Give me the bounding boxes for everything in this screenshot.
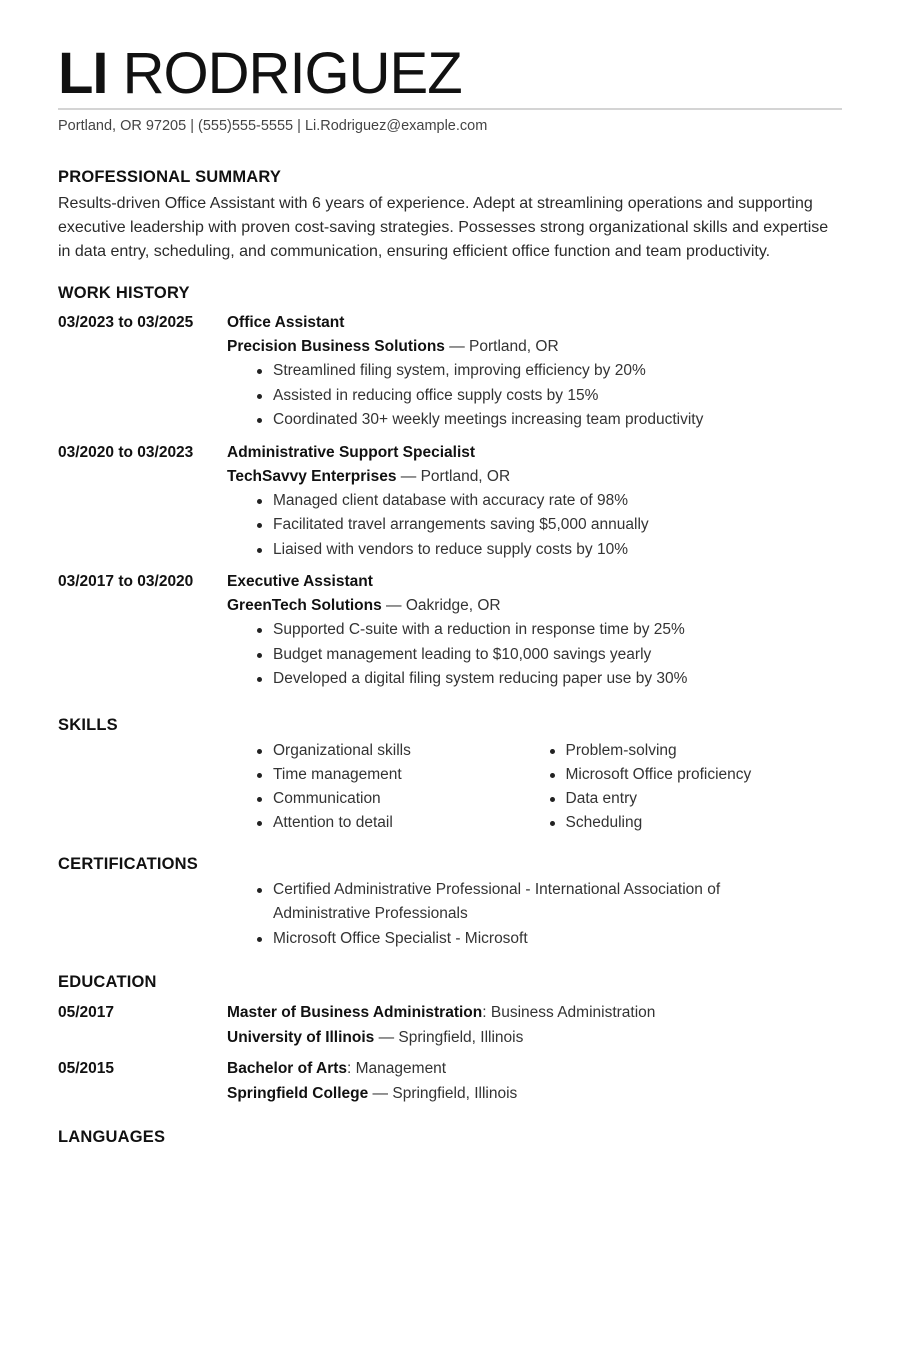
education-entry — [58, 1056, 842, 1106]
company-name: TechSavvy Enterprises — [227, 467, 397, 485]
school-location: Springfield, Illinois — [398, 1029, 524, 1046]
list-item: Budget management leading to $10,000 savings yearly — [257, 643, 842, 668]
school-line — [227, 1025, 655, 1050]
job-details — [227, 311, 842, 433]
candidate-name — [58, 42, 842, 106]
job-entry — [58, 311, 842, 433]
separator: — — [381, 597, 406, 614]
company-location: Oakridge, OR — [405, 597, 501, 614]
list-item: Time management — [257, 763, 550, 787]
job-title: Executive Assistant — [227, 573, 373, 590]
section-title: WORK HISTORY — [58, 284, 190, 302]
education-section — [58, 973, 842, 1106]
education-entry — [58, 1000, 842, 1050]
list-item: Microsoft Office proficiency — [550, 763, 843, 787]
company-line — [227, 594, 842, 618]
list-item: Problem-solving — [550, 739, 843, 763]
skills-grid — [257, 739, 842, 835]
list-item: Supported C-suite with a reduction in response time by 25% — [257, 618, 842, 643]
list-item: Assisted in reducing office supply costs by 15% — [257, 384, 842, 409]
list-item: Certified Administrative Professional - International Association of Administrative Professionals — [257, 878, 797, 927]
job-title: Administrative Support Specialist — [227, 443, 476, 461]
skills-column-left — [257, 739, 550, 835]
separator: — — [374, 1029, 399, 1046]
certifications-section — [58, 855, 842, 952]
list-item: Streamlined filing system, improving efficiency by 20% — [257, 359, 842, 384]
separator: — — [444, 338, 470, 355]
certifications-list — [257, 878, 797, 952]
list-item: Managed client database with accuracy rate of 98% — [257, 489, 842, 514]
job-entry — [58, 570, 842, 692]
school-location: Springfield, Illinois — [392, 1085, 518, 1102]
school-name: Springfield College — [227, 1085, 369, 1102]
job-details — [227, 441, 842, 563]
school-name: University of Illinois — [227, 1029, 375, 1046]
section-title: CERTIFICATIONS — [58, 854, 198, 873]
degree-field: Business Administration — [490, 1004, 656, 1021]
section-title: SKILLS — [58, 715, 118, 734]
work-history-section — [58, 284, 842, 692]
list-item: Developed a digital filing system reducing paper use by 30% — [257, 667, 842, 692]
degree-line: Bachelor of Arts: Management — [227, 1060, 447, 1077]
company-location: Portland, OR — [469, 338, 559, 355]
company-name: Precision Business Solutions — [227, 338, 445, 355]
contact-line: Portland, OR 97205 | (555)555-5555 | Li.Rodriguez@example.com — [58, 118, 488, 134]
last-name: RODRIGUEZ — [122, 41, 462, 106]
school-line — [227, 1081, 517, 1106]
section-title: PROFESSIONAL SUMMARY — [58, 168, 282, 186]
list-item: Facilitated travel arrangements saving $5,000 annually — [257, 513, 842, 538]
list-item: Communication — [257, 787, 550, 811]
list-item: Coordinated 30+ weekly meetings increasing team productivity — [257, 408, 842, 433]
job-dates: 03/2023 to 03/2025 — [58, 314, 194, 331]
resume-page — [58, 42, 842, 1147]
degree-line: Master of Business Administration: Business Administration — [227, 1004, 656, 1021]
job-dates: 03/2017 to 03/2020 — [58, 573, 194, 590]
skills-section — [58, 716, 842, 835]
section-title: LANGUAGES — [58, 1128, 166, 1146]
job-title: Office Assistant — [227, 314, 345, 331]
degree-name: Bachelor of Arts — [227, 1060, 348, 1077]
job-entry — [58, 441, 842, 563]
graduation-date: 05/2017 — [58, 1004, 115, 1021]
languages-section — [58, 1128, 842, 1147]
list-item: Microsoft Office Specialist - Microsoft — [257, 927, 797, 952]
separator: — — [368, 1085, 393, 1102]
company-name: GreenTech Solutions — [227, 597, 382, 614]
section-title: EDUCATION — [58, 973, 157, 991]
separator: — — [396, 467, 421, 485]
company-line — [227, 335, 842, 359]
list-item: Data entry — [550, 787, 843, 811]
header-divider — [58, 108, 842, 110]
education-details — [227, 1056, 517, 1106]
degree-name: Master of Business Administration — [227, 1004, 483, 1021]
job-bullets — [257, 359, 842, 433]
education-details — [227, 1000, 655, 1050]
list-item: Liaised with vendors to reduce supply costs by 10% — [257, 538, 842, 563]
degree-field: Management — [355, 1060, 447, 1077]
company-line — [227, 465, 842, 489]
first-name: LI — [58, 41, 108, 106]
summary-section — [58, 168, 842, 264]
skills-column-right — [550, 739, 843, 835]
job-dates: 03/2020 to 03/2023 — [58, 443, 194, 461]
job-details — [227, 570, 842, 692]
graduation-date: 05/2015 — [58, 1060, 115, 1077]
company-location: Portland, OR — [420, 467, 511, 485]
summary-text: Results-driven Office Assistant with 6 years of experience. Adept at streamlining operations and supporting executive leadership with proven cost-saving strategies. Possesses strong organizational skills and expertise in data entry, scheduling, and communication, ensuring efficient office function and team productivity. — [58, 195, 829, 260]
job-bullets — [257, 618, 842, 692]
list-item: Organizational skills — [257, 739, 550, 763]
list-item: Attention to detail — [257, 811, 550, 835]
job-bullets — [257, 489, 842, 563]
list-item: Scheduling — [550, 811, 843, 835]
